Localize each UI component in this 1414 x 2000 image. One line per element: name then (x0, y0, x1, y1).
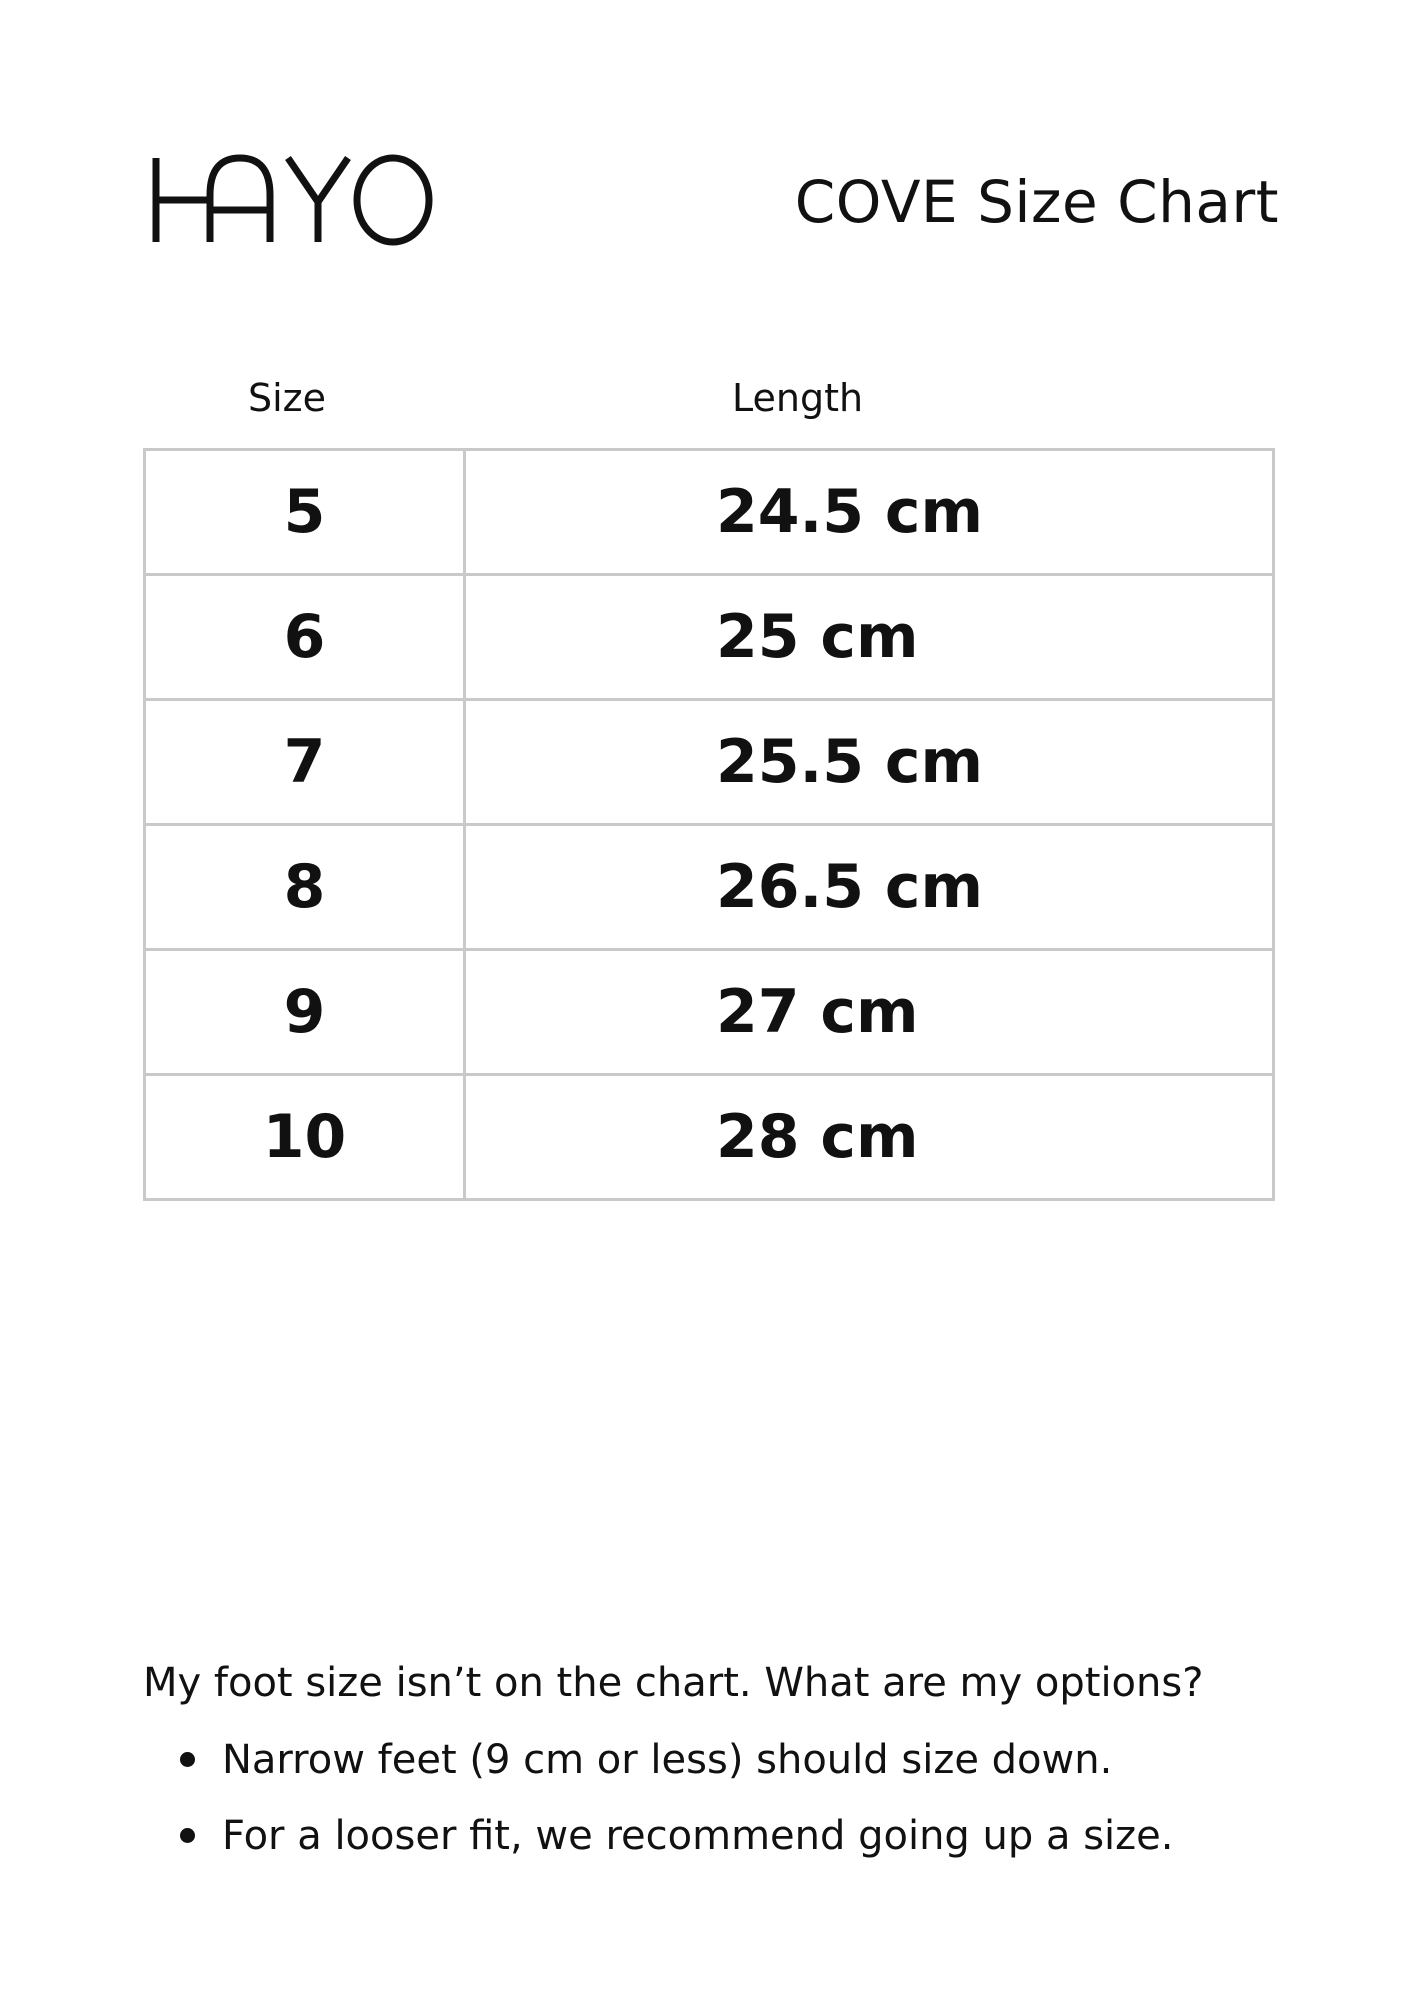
page-title: COVE Size Chart (794, 168, 1279, 236)
table-row (145, 825, 1274, 950)
length-cell: 26.5 cm (465, 825, 1274, 950)
length-cell: 27 cm (465, 950, 1274, 1075)
bullet-icon (180, 1828, 195, 1843)
list-item-text: Narrow feet (9 cm or less) should size down. (222, 1737, 1113, 1783)
brand-logo (148, 150, 438, 250)
size-cell: 5 (145, 450, 465, 575)
size-chart-table (143, 448, 1275, 1201)
table-row (145, 450, 1274, 575)
table-row (145, 950, 1274, 1075)
hayo-logo-icon (148, 150, 438, 250)
table-row (145, 700, 1274, 825)
length-cell: 24.5 cm (465, 450, 1274, 575)
size-cell: 9 (145, 950, 465, 1075)
list-item-text: For a looser fit, we recommend going up a size. (222, 1813, 1174, 1859)
size-cell: 7 (145, 700, 465, 825)
length-cell: 28 cm (465, 1075, 1274, 1200)
column-header-length: Length (732, 376, 864, 420)
bullet-icon (180, 1752, 195, 1767)
size-cell: 10 (145, 1075, 465, 1200)
list-item (222, 1798, 1173, 1874)
column-header-size: Size (248, 376, 327, 420)
table-row (145, 575, 1274, 700)
faq-question: My foot size isn’t on the chart. What are my options? (143, 1660, 1204, 1706)
faq-list (222, 1722, 1173, 1874)
length-cell: 25 cm (465, 575, 1274, 700)
size-cell: 8 (145, 825, 465, 950)
table-row (145, 1075, 1274, 1200)
list-item (222, 1722, 1173, 1798)
length-cell: 25.5 cm (465, 700, 1274, 825)
size-cell: 6 (145, 575, 465, 700)
